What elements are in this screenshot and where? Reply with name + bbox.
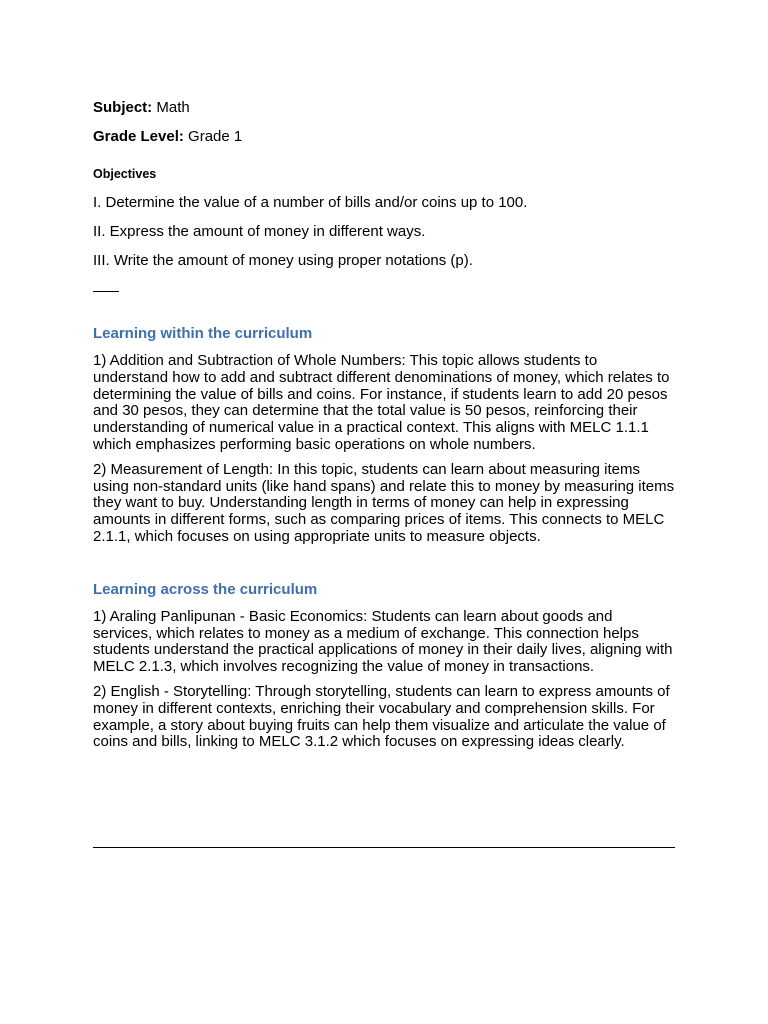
subject-value: Math xyxy=(156,99,190,116)
document-body xyxy=(93,98,675,759)
grade-level-line xyxy=(93,127,675,147)
within-paragraph: 2) Measurement of Length: In this topic, students can learn about measuring items using non-standard units (like hand spans) and relate this to money by measuring items they want to buy. Understanding length in terms of money can help in expressing amounts in different forms, such as comparing prices of items. This connects to MELC 2.1.1, which focuses on using appropriate units to measure objects. xyxy=(93,460,675,545)
bottom-divider xyxy=(93,847,675,848)
within-paragraph: 1) Addition and Subtraction of Whole Numbers: This topic allows students to understand how to add and subtract different denominations of money, which relates to determining the value of bills and coins. For instance, if students learn to add 20 pesos and 30 pesos, they can determine that the total value is 50 pesos, reinforcing their understanding of numerical value in a practical context. This aligns with MELC 1.1.1 which emphasizes performing basic operations on whole numbers. xyxy=(93,352,670,453)
grade-level-value: Grade 1 xyxy=(188,128,243,145)
objective-item: I. Determine the value of a number of bills and/or coins up to 100. xyxy=(93,194,528,211)
subject-label: Subject: xyxy=(93,99,153,116)
within-curriculum-heading: Learning within the curriculum xyxy=(93,325,313,342)
objectives-heading: Objectives xyxy=(93,167,157,181)
objective-item: II. Express the amount of money in different ways. xyxy=(93,223,426,240)
short-divider xyxy=(93,291,119,292)
objective-item: III. Write the amount of money using proper notations (p). xyxy=(93,252,473,269)
across-paragraph: 2) English - Storytelling: Through storytelling, students can learn to express amounts of money in different contexts, enriching their vocabulary and comprehension skills. For example, a story about buying fruits can help them visualize and articulate the value of coins and bills, linking to MELC 3.1.2 which focuses on expressing ideas clearly. xyxy=(93,682,670,751)
grade-level-label: Grade Level: xyxy=(93,128,184,145)
across-curriculum-heading: Learning across the curriculum xyxy=(93,580,318,598)
subject-line xyxy=(93,98,675,118)
across-paragraph: 1) Araling Panlipunan - Basic Economics: Students can learn about goods and services, which relates to money as a medium of exchange. This connection helps students understand the practical applications of money in their daily lives, aligning with MELC 2.1.3, which involves recognizing the value of money in transactions. xyxy=(93,607,673,676)
